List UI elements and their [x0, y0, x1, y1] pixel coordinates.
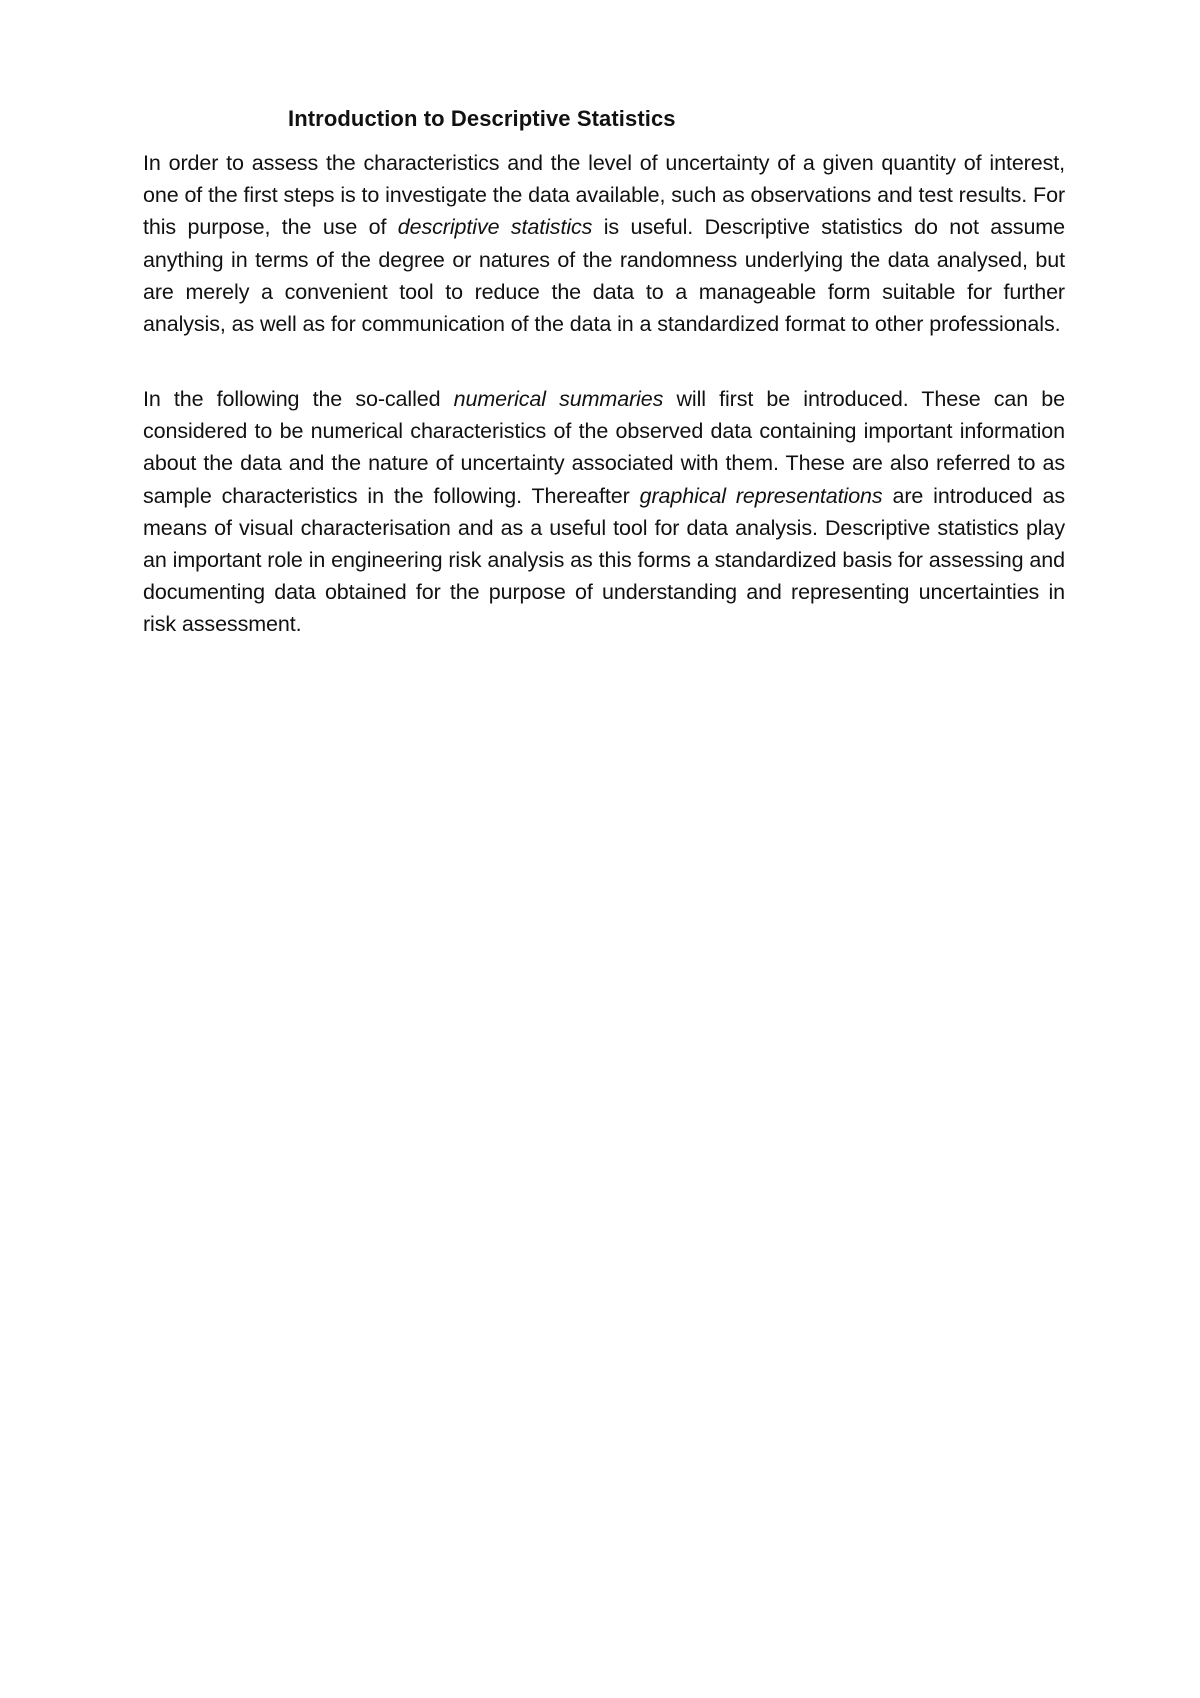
- paragraph-2-text-start: In the following the so-called: [143, 387, 454, 411]
- term-descriptive-statistics: descriptive statistics: [397, 215, 593, 240]
- paragraph-1-text-end: is useful. Descriptive statistics do not assume anything in terms of the degree or natures of the randomness underlying the data analysed, but are merely a convenient tool to reduce the data to a manageable form suitable for further analysis, as well as for communication of the data in a standardized format to other professionals.: [143, 215, 1065, 337]
- term-numerical-summaries: numerical summaries: [453, 387, 664, 411]
- paragraph-1-text-start: In order to assess the characteristics and the level of uncertainty of a given quantity of interest, one of the first steps is to investigate the data available, such as observations and test results. For this purpose, the use of: [143, 151, 1065, 240]
- paragraph-1: [143, 147, 1065, 340]
- paragraph-2-text-end: are introduced as means of visual characterisation and as a useful tool for data analysis. Descriptive statistics play an important role in engineering risk analysis as this forms a standardized basis for assessing and documenting data obtained for the purpose of understanding and representing uncertainties in risk assessment.: [143, 483, 1065, 637]
- document-title: Introduction to Descriptive Statistics: [288, 106, 676, 131]
- paragraph-2-text-middle: will first be introduced. These can be considered to be numerical characteristics of the observed data containing important information about the data and the nature of uncertainty associated with them. These are also referred to as sample characteristics in the following. Thereafter: [143, 387, 1065, 508]
- paragraph-2: [143, 383, 1065, 641]
- term-graphical-representations: graphical representations: [639, 483, 883, 508]
